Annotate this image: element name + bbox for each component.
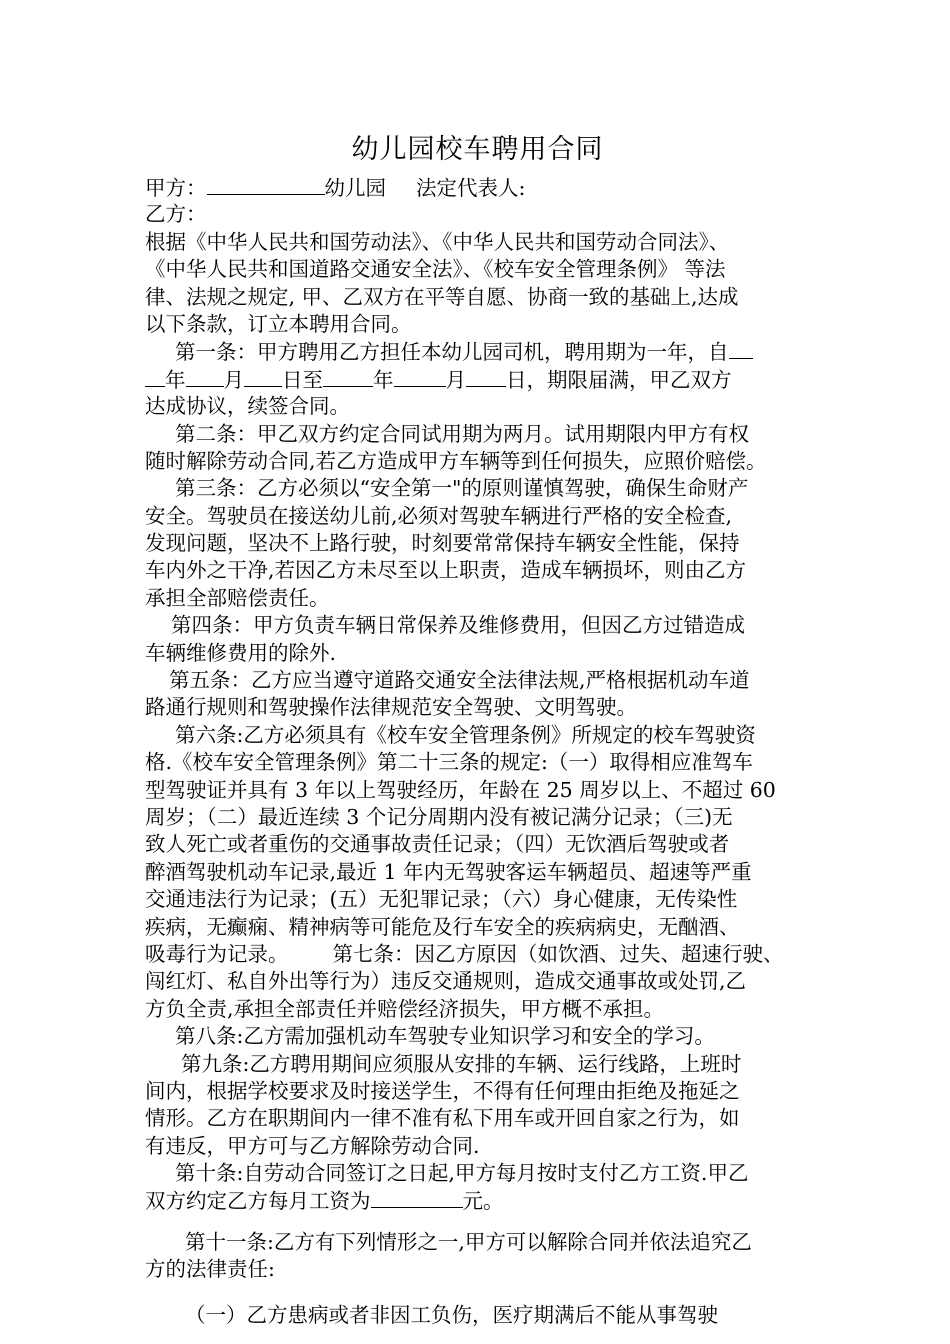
article-10-line: 双方约定乙方每月工资为 元。 (145, 1189, 504, 1214)
article-1-line: 第一条：甲方聘用乙方担任本幼儿园司机，聘用期为一年，自 (145, 338, 810, 365)
article-3-line: 车内外之干净,若因乙方未尽至以上职责，造成车辆损坏，则由乙方 (145, 558, 747, 583)
start-year-blank (729, 338, 753, 359)
article-5-line: 第五条：乙方应当遵守道路交通安全法律法规,严格根据机动车道 (169, 668, 750, 693)
article-6-line: 型驾驶证并具有 3 年以上驾驶经历，年龄在 25 周岁以上、不超过 60 (145, 777, 776, 802)
article-7-line: 闯红灯、私自外出等行为）违反交通规则，造成交通事故或处罚,乙 (145, 969, 747, 994)
article-6-line: 致人死亡或者重伤的交通事故责任记录；（四）无饮酒后驾驶或者 (145, 832, 730, 857)
article-3-line: 承担全部赔偿责任。 (145, 585, 330, 610)
article-5-line: 路通行规则和驾驶操作法律规范安全驾驶、文明驾驶。 (145, 695, 637, 720)
end-day-blank (466, 366, 506, 387)
document-title: 幼儿园校车聘用合同 (351, 134, 604, 165)
article-8-line: 第八条:乙方需加强机动车驾驶专业知识学习和安全的学习。 (175, 1024, 715, 1049)
intro-line: 《中华人民共和国道路交通安全法》、《校车安全管理条例》 等法 (145, 257, 726, 282)
article-2-line: 第二条：甲乙双方约定合同试用期为两月。试用期限内甲方有权 (175, 421, 749, 446)
article-1-line: 达成协议，续签合同。 (145, 394, 350, 419)
intro-line: 根据《中华人民共和国劳动法》、《中华人民共和国劳动合同法》、 (145, 229, 730, 254)
article-4-line: 车辆维修费用的除外. (145, 640, 337, 665)
article-3-line: 第三条：乙方必须以“安全第一"的原则谨慎驾驶，确保生命财产 (175, 476, 749, 501)
article-1-line: 年 月 日至 年 月 日，期限届满，甲乙双方 (145, 366, 810, 393)
article-6-line: 周岁；（二）最近连续 3 个记分周期内没有被记满分记录；（三)无 (145, 804, 733, 829)
article-9-line: 有违反，甲方可与乙方解除劳动合同. (145, 1133, 480, 1158)
article-3-line: 发现问题，坚决不上路行驶，时刻要常常保持车辆安全性能，保持 (145, 531, 740, 556)
article-9-line: 间内，根据学校要求及时接送学生，不得有任何理由拒绝及拖延之 (145, 1078, 740, 1103)
intro-line: 律、法规之规定, 甲、乙双方在平等自愿、协商一致的基础上,达成 (145, 284, 739, 309)
start-month-blank (186, 366, 224, 387)
monthly-salary-blank (371, 1187, 463, 1208)
article-6-line: 疾病，无癫痫、精神病等可能危及行车安全的疾病病史，无酗酒、 (145, 914, 740, 939)
start-day-blank (244, 366, 282, 387)
article-2-line: 随时解除劳动合同,若乙方造成甲方车辆等到任何损失，应照价赔偿。 (145, 448, 767, 473)
legal-representative-label: 法定代表人: (416, 176, 526, 200)
article-6-line: 格.《校车安全管理条例》第二十三条的规定:（一）取得相应准驾车 (145, 750, 753, 775)
article-6-line: 醉酒驾驶机动车记录,最近 1 年内无驾驶客运车辆超员、超速等严重 (145, 859, 752, 884)
party-a-line (145, 174, 810, 201)
article-6-line: 交通违法行为记录；(五）无犯罪记录；（六）身心健康，无传染性 (145, 887, 738, 912)
party-a-label: 甲方： (145, 176, 207, 200)
party-a-name-blank (207, 174, 325, 195)
article-11-line: 方的法律责任: (145, 1257, 275, 1282)
article-6-7-line: 吸毒行为记录。 第七条：因乙方原因（如饮酒、过失、超速行驶、 (145, 941, 784, 966)
article-11-item-1-line: （一）乙方患病或者非因工负伤，医疗期满后不能从事驾驶 (185, 1302, 718, 1327)
article-6-line: 第六条:乙方必须具有《校车安全管理条例》所规定的校车驾驶资 (175, 722, 756, 747)
article-4-line: 第四条：甲方负责车辆日常保养及维修费用，但因乙方过错造成 (171, 613, 745, 638)
article-3-line: 安全。驾驶员在接送幼儿前,必须对驾驶车辆进行严格的安全检查, (145, 503, 733, 528)
article-7-line: 方负全责,承担全部责任并赔偿经济损失，甲方概不承担。 (145, 996, 665, 1021)
article-11-line: 第十一条:乙方有下列情形之一,甲方可以解除合同并依法追究乙 (185, 1229, 752, 1254)
contract-body (145, 174, 810, 1329)
article-9-line: 第九条:乙方聘用期间应须服从安排的车辆、运行线路，上班时 (181, 1051, 742, 1076)
article-10-line: 第十条:自劳动合同签订之日起,甲方每月按时支付乙方工资.甲乙 (175, 1161, 749, 1186)
party-b-line: 乙方： (145, 202, 207, 227)
intro-line: 以下条款，订立本聘用合同。 (145, 311, 412, 336)
end-month-blank (394, 366, 446, 387)
party-a-suffix: 幼儿园 (324, 176, 386, 200)
article-9-line: 情形。乙方在职期间内一律不准有私下用车或开回自家之行为，如 (145, 1106, 740, 1131)
end-year-blank (323, 366, 373, 387)
